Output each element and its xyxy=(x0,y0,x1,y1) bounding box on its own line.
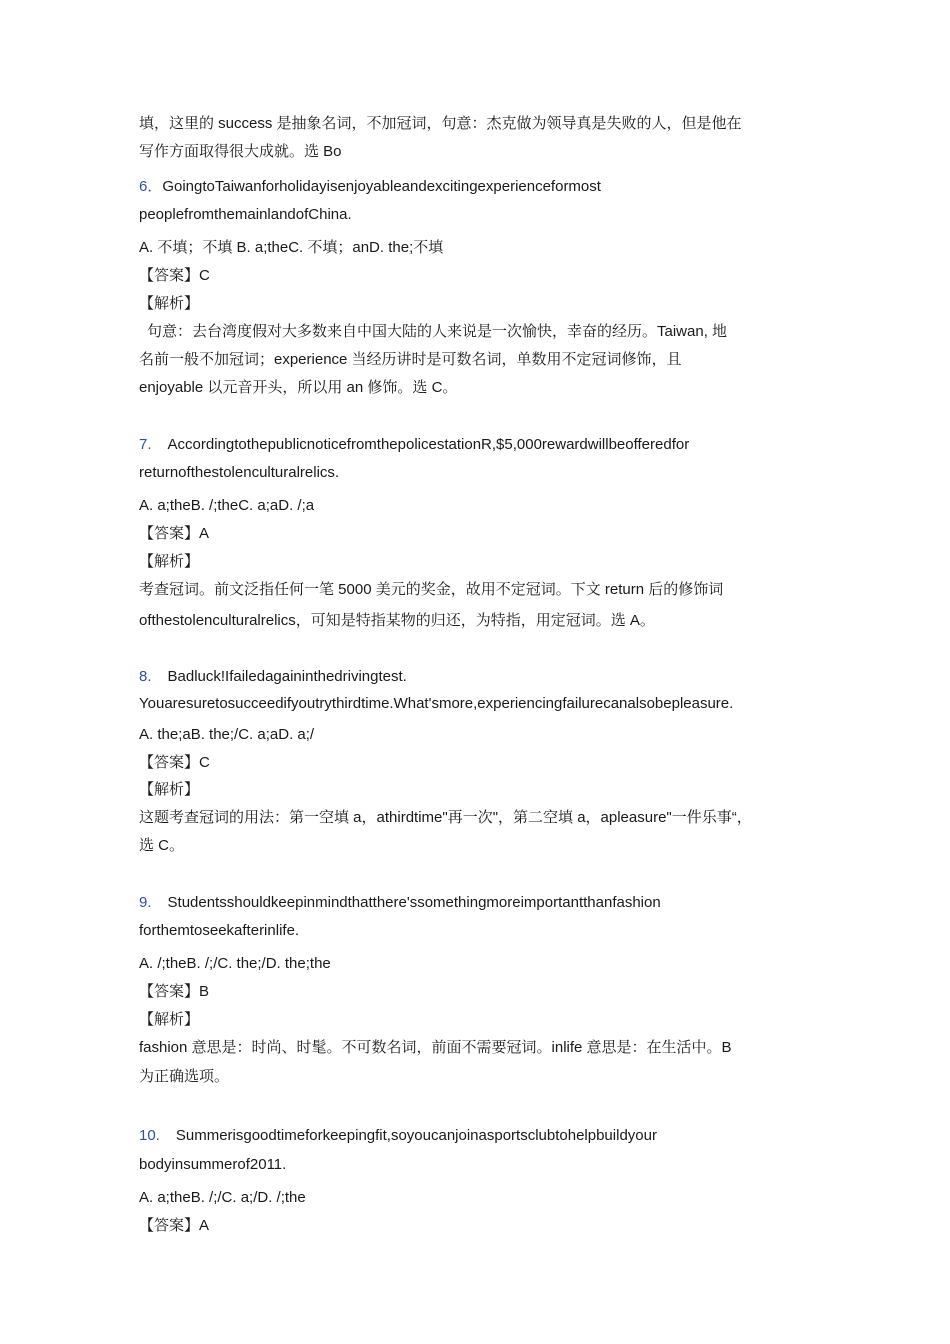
answer-line: 【答案】A xyxy=(139,525,210,542)
question-number: 10. xyxy=(139,1127,160,1144)
question-9-line xyxy=(139,893,661,913)
text-line: 填，这里的 success 是抽象名词，不加冠词，句意：杰克做为领导真是失败的人，但是他在 xyxy=(139,115,742,132)
analysis-heading: 【解析】 xyxy=(139,295,200,312)
question-number: 9. xyxy=(139,894,152,911)
options-line: A. the;aB. the;/C. a;aD. a;/ xyxy=(139,726,315,743)
options-line: A. a;theB. /;theC. a;aD. /;a xyxy=(139,497,315,514)
analysis-heading: 【解析】 xyxy=(139,781,200,798)
text-line: enjoyable 以元音开头，所以用 an 修饰。选 C。 xyxy=(139,379,458,396)
answer-line: 【答案】C xyxy=(139,267,210,284)
text-line: 为正确选项。 xyxy=(139,1068,230,1085)
text-line: 考查冠词。前文泛指任何一笔 5000 美元的奖金，故用不定冠词。下文 return 后的修饰词 xyxy=(139,581,724,598)
question-number: 7. xyxy=(139,436,152,453)
text-line: 名前一般不加冠词；experience 当经历讲时是可数名词，单数用不定冠词修饰，且 xyxy=(139,351,682,368)
text-line: ofthestolenculturalrelics，可知是特指某物的归还，为特指，用定冠词。选 A。 xyxy=(139,612,655,629)
question-7-line xyxy=(139,435,689,455)
text-line: peoplefromthemainlandofChina. xyxy=(139,206,352,223)
text-line: Youaresuretosucceedifyoutrythirdtime.What'smore,experiencingfailurecanalsobepleasure. xyxy=(139,695,734,712)
question-text: Badluck!Ifailedagaininthedrivingtest. xyxy=(167,668,407,685)
answer-line: 【答案】B xyxy=(139,983,210,1000)
text-line: 选 C。 xyxy=(139,837,185,854)
answer-line: 【答案】C xyxy=(139,754,210,771)
options-line: A. 不填；不填 B. a;theC. 不填；anD. the;不填 xyxy=(139,239,444,256)
text-line: returnofthestolenculturalrelics. xyxy=(139,464,340,481)
text-line: fashion 意思是：时尚、时髦。不可数名词，前面不需要冠词。inlife 意思是：在生活中。B xyxy=(139,1039,732,1056)
question-text: Summerisgoodtimeforkeepingfit,soyoucanjoinasportsclubtohelpbuildyour xyxy=(175,1127,657,1144)
answer-line: 【答案】A xyxy=(139,1217,210,1234)
question-6-line xyxy=(139,177,601,197)
options-line: A. a;theB. /;/C. a;/D. /;the xyxy=(139,1189,306,1206)
text-line: 句意：去台湾度假对大多数来自中国大陆的人来说是一次愉快，幸奋的经历。Taiwan, 地 xyxy=(147,323,728,340)
options-line: A. /;theB. /;/C. the;/D. the;the xyxy=(139,955,331,972)
text-line: bodyinsummerof2011. xyxy=(139,1156,287,1173)
question-text: GoingtoTaiwanforholidayisenjoyableandexcitingexperienceformost xyxy=(162,178,601,195)
text-line: 这题考查冠词的用法：第一空填 a，athirdtime"再一次"，第二空填 a，apleasure"一件乐事“， xyxy=(139,809,752,826)
question-number: 8. xyxy=(139,668,152,685)
analysis-heading: 【解析】 xyxy=(139,553,200,570)
text-line: 写作方面取得很大成就。选 Bo xyxy=(139,143,342,160)
question-number: 6． xyxy=(139,178,163,195)
question-text: AccordingtothepublicnoticefromthepolicestationR,$5,000rewardwillbeofferedfor xyxy=(167,436,690,453)
text-line: forthemtoseekafterinlife. xyxy=(139,922,300,939)
question-text: Studentsshouldkeepinmindthatthere'ssomethingmoreimportantthanfashion xyxy=(167,894,661,911)
analysis-heading: 【解析】 xyxy=(139,1011,200,1028)
question-10-line xyxy=(139,1126,657,1146)
question-8-line xyxy=(139,667,407,687)
